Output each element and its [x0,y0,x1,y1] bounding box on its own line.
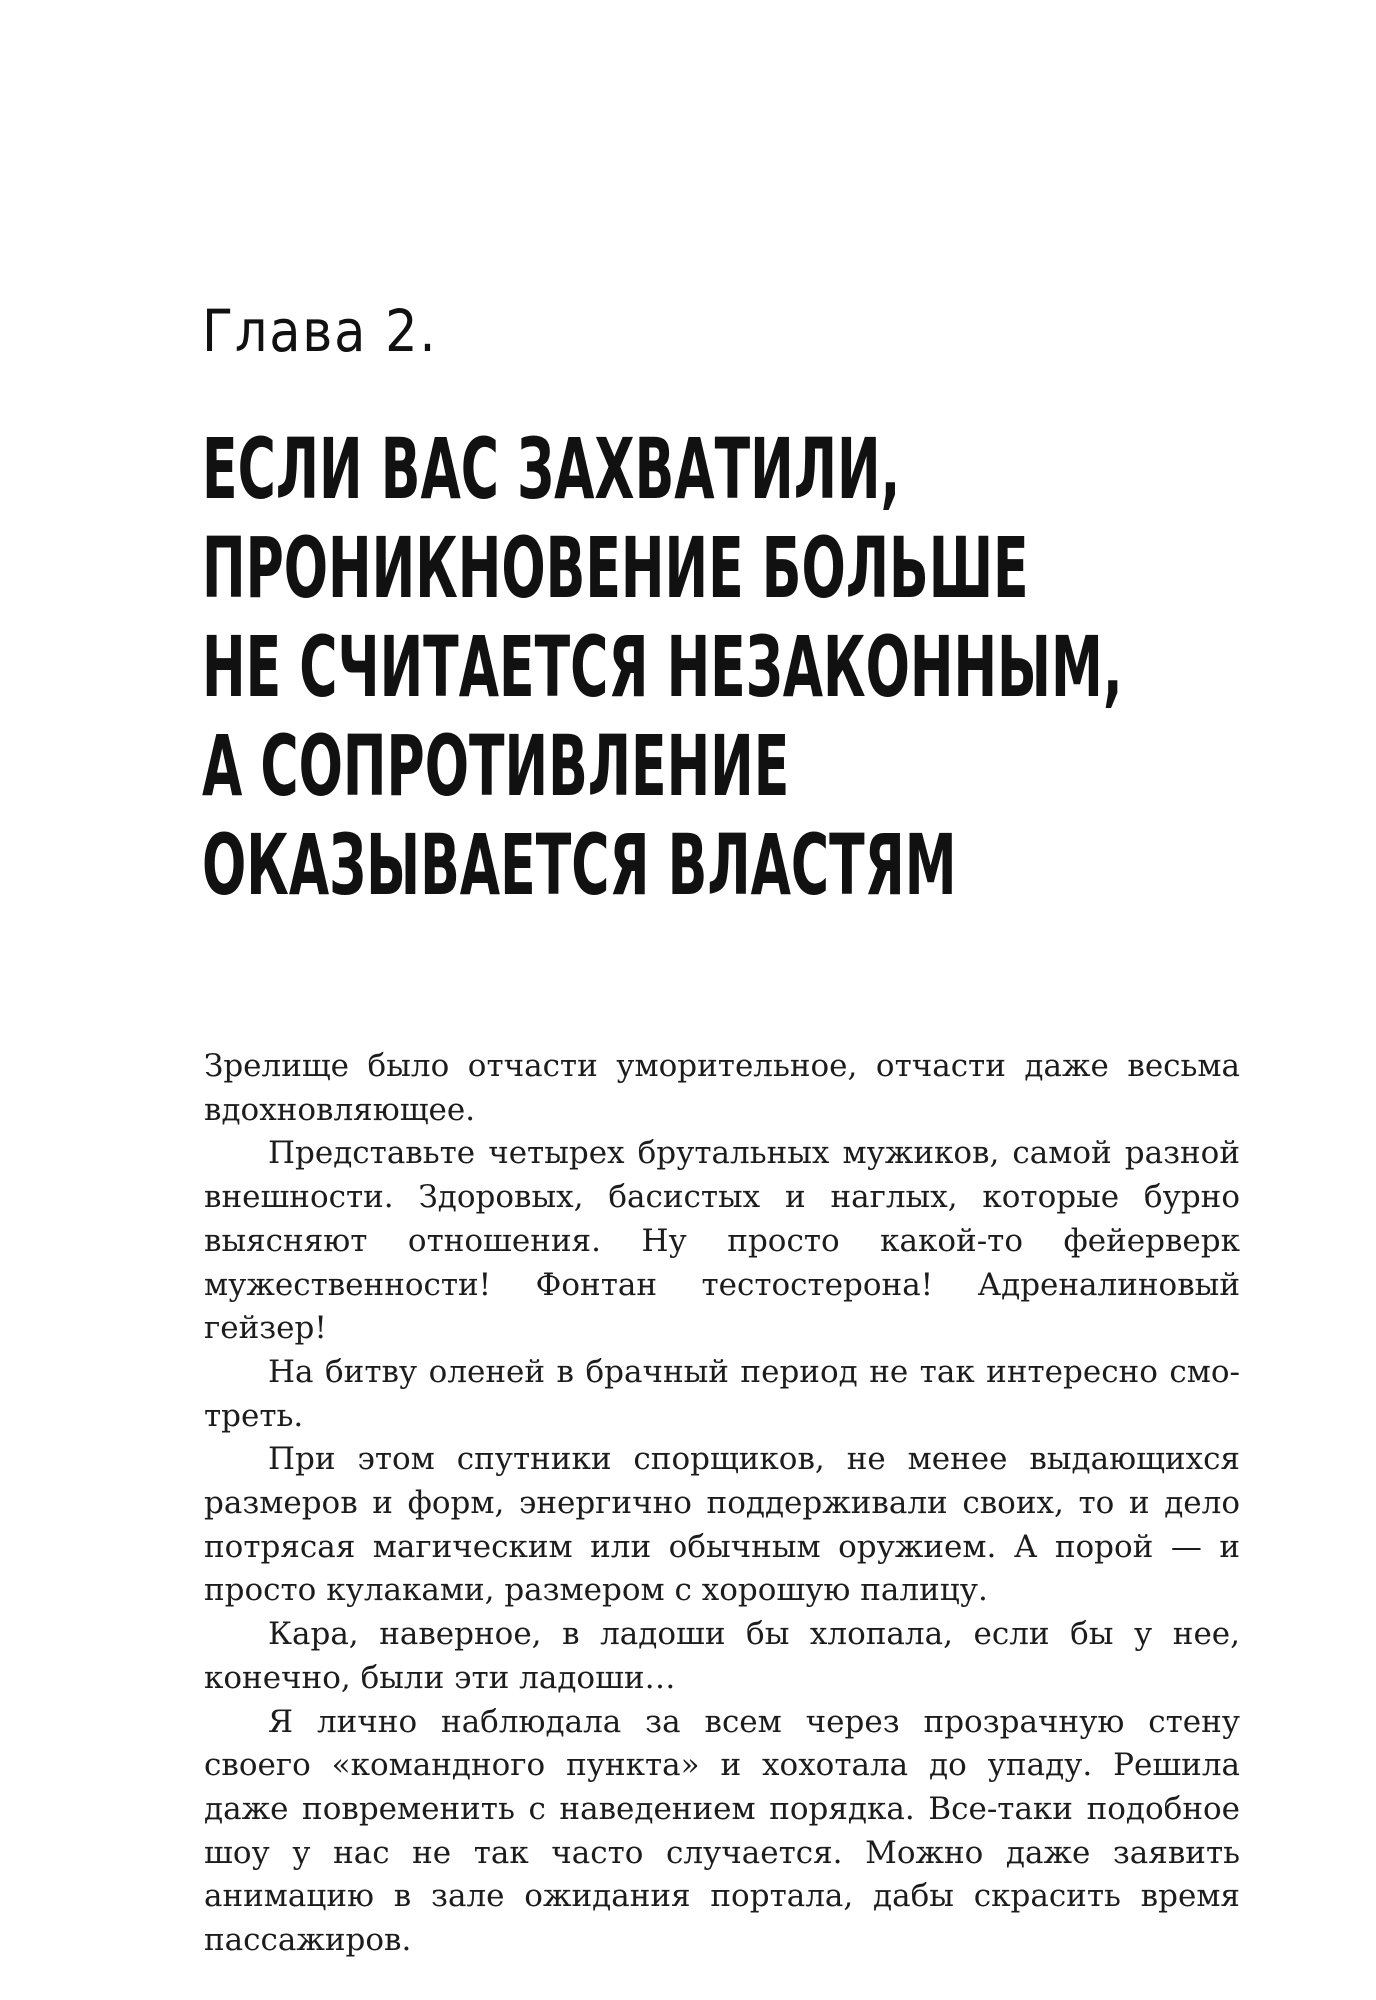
paragraph: Представьте четырех брутальных мужиков, самой разной внешности. Здоровых, басистых и наглых, которые бурно выясняют отношения. Ну просто какой-то фейерверк мужественности! Фонтан тестостерона! Адреналиновый гейзер! [204,1135,1240,1347]
paragraph: На битву оленей в брачный период не так интересно смотреть. [204,1353,1240,1434]
chapter-title [202,420,1123,915]
paragraph: При этом спутники спорщиков, не менее выдающихся размеров и форм, энергично поддерживали своих, то и дело потрясая магическим или обычным оружием. А порой — и просто кулаками, размером с хорошую палицу. [204,1441,1240,1609]
chapter-title-line: ПРОНИКНОВЕНИЕ БОЛЬШЕ [202,519,1029,617]
chapter-title-line: А СОПРОТИВЛЕНИЕ [202,717,790,815]
chapter-title-line: НЕ СЧИТАЕТСЯ НЕЗАКОННЫМ, [202,618,1123,716]
paragraph: Я лично наблюдала за всем через прозрачную стену своего «командного пункта» и хохотала до упаду. Решила даже повременить с наведением порядка. Все-таки подобное шоу у нас не так часто случается. Можно даже заявить анимацию в зале ожидания портала, дабы скрасить время пассажиров. [204,1703,1240,1959]
chapter-title-line: ЕСЛИ ВАС ЗАХВАТИЛИ, [202,420,901,518]
chapter-title-line: ОКАЗЫВАЕТСЯ ВЛАСТЯМ [202,816,957,914]
body-text [204,1045,1240,1963]
paragraph: Кара, наверное, в ладоши бы хлопала, если бы у нее, конечно, были эти ладоши… [204,1616,1240,1696]
chapter-number: Глава 2. [202,297,438,365]
paragraph: Зрелище было отчасти уморительное, отчасти даже весьма вдохновляющее. [204,1048,1240,1128]
